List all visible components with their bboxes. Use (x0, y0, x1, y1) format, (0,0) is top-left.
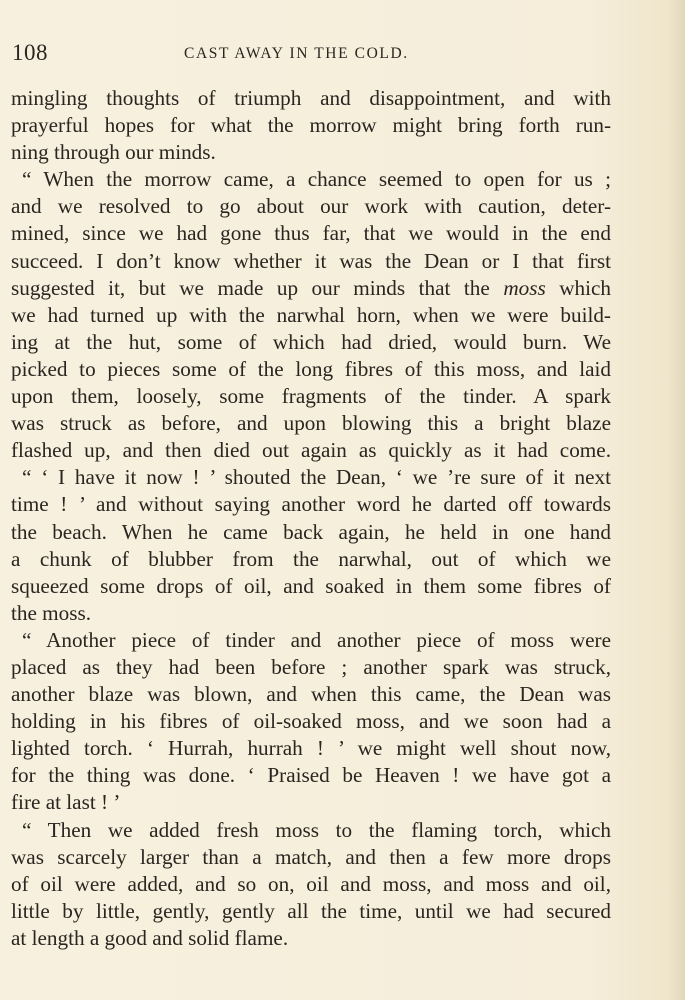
text-line: and we resolved to go about our work with caution, deter- (11, 194, 611, 219)
text-line: flashed up, and then died out again as quickly as it had come. (11, 438, 611, 463)
text-line: the beach. When he came back again, he held in one hand (11, 519, 611, 544)
text-line: squeezed some drops of oil, and soaked in them some fibres of (11, 573, 611, 598)
text-line: placed as they had been before ; another spark was struck, (11, 654, 611, 679)
text-segment: which (559, 275, 611, 300)
text-line: little by little, gently, gently all the time, until we had secured (11, 898, 611, 923)
text-segment: suggested it, but we made up our minds that the (11, 275, 490, 300)
text-line: the moss. (11, 600, 92, 625)
text-line: holding in his fibres of oil-soaked moss, and we soon had a (11, 709, 611, 734)
text-line: ning through our minds. (11, 140, 216, 165)
text-line: “ Then we added fresh moss to the flaming torch, which (22, 817, 611, 842)
text-line: a chunk of blubber from the narwhal, out of which we (11, 546, 611, 571)
text-line: “ When the morrow came, a chance seemed to open for us ; (22, 167, 611, 192)
text-line: mingling thoughts of triumph and disappointment, and with (11, 86, 611, 110)
text-line: another blaze was blown, and when this came, the Dean was (11, 682, 611, 707)
text-line: picked to pieces some of the long fibres of this moss, and laid (11, 356, 611, 381)
running-title: CAST AWAY IN THE COLD. (184, 45, 409, 62)
text-line: was struck as before, and upon blowing this a bright blaze (11, 411, 611, 436)
page-edge-shadow (667, 0, 685, 1000)
text-line: lighted torch. ‘ Hurrah, hurrah ! ’ we might well shout now, (11, 736, 611, 761)
text-line: time ! ’ and without saying another word he darted off towards (11, 492, 611, 517)
text-line: at length a good and solid flame. (11, 925, 289, 950)
text-line: we had turned up with the narwhal horn, when we were build- (11, 302, 611, 327)
text-line: upon them, loosely, some fragments of the tinder. A spark (11, 384, 611, 409)
text-line: was scarcely larger than a match, and then a few more drops (11, 844, 611, 869)
text-line: “ ‘ I have it now ! ’ shouted the Dean, ‘ we ’re sure of it next (22, 465, 611, 490)
text-line: fire at last ! ’ (11, 790, 121, 815)
text-line: ing at the hut, some of which had dried, would burn. We (11, 329, 611, 354)
running-head (12, 40, 612, 68)
text-line: succeed. I don’t know whether it was the Dean or I that first (11, 248, 611, 273)
italic-word: moss (503, 275, 546, 300)
text-line: “ Another piece of tinder and another piece of moss were (22, 627, 611, 652)
text-line: for the thing was done. ‘ Praised be Heaven ! we have got a (11, 763, 611, 788)
text-line: of oil were added, and so on, oil and moss, and moss and oil, (11, 871, 611, 896)
text-line: mined, since we had gone thus far, that we would in the end (11, 221, 611, 246)
text-line-with-italic (11, 275, 611, 302)
body-text (11, 85, 611, 952)
text-line: prayerful hopes for what the morrow might bring forth run- (11, 113, 611, 138)
page-number: 108 (12, 40, 48, 65)
